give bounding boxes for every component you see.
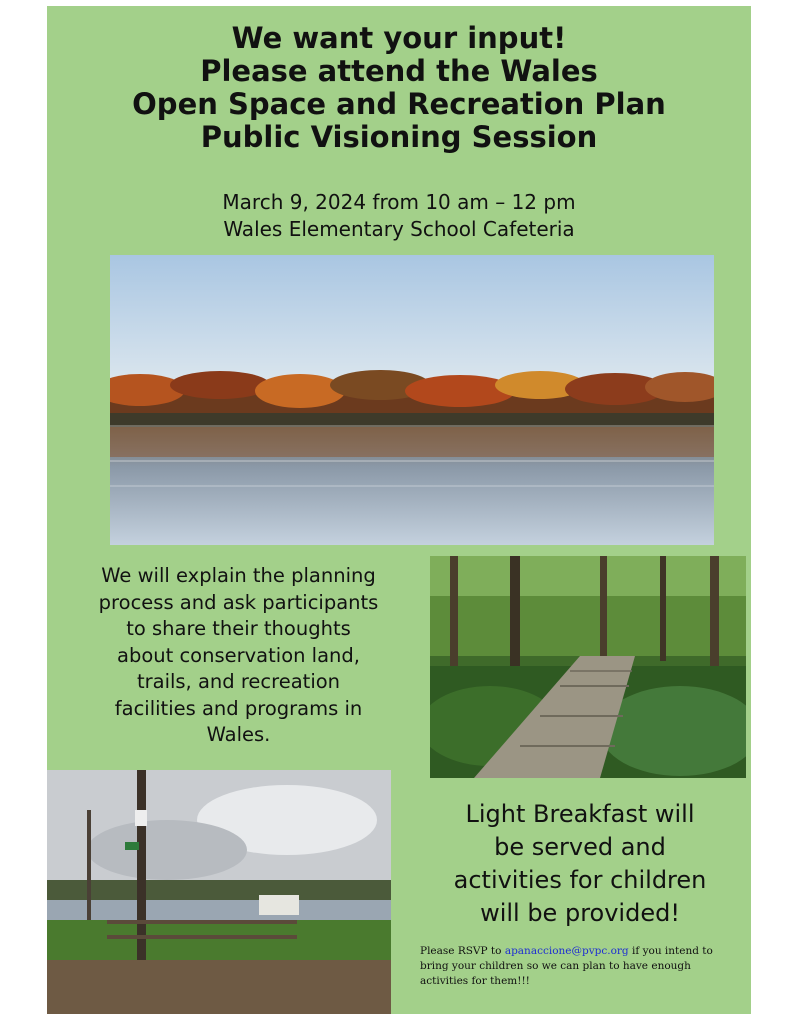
breakfast-notice — [404, 798, 756, 930]
title-line: Please attend the Wales — [200, 54, 598, 88]
breakfast-line: will be provided! — [480, 899, 680, 927]
rsvp-note — [420, 944, 738, 989]
description-line: about conservation land, — [117, 643, 360, 667]
rsvp-email-link[interactable]: apanaccione@pvpc.org — [504, 945, 629, 957]
description-line: to share their thoughts — [126, 617, 351, 640]
title-line: We want your input! — [231, 21, 567, 55]
event-datetime: March 9, 2024 from 10 am – 12 pm — [222, 190, 576, 214]
breakfast-line: be served and — [494, 833, 666, 861]
title-line: Public Visioning Session — [200, 120, 598, 154]
forest-boardwalk-photo — [430, 556, 746, 778]
description-line: facilities and programs in — [114, 696, 363, 720]
description-line: process and ask participants — [98, 590, 379, 614]
flyer-title — [47, 22, 751, 154]
event-details — [47, 189, 751, 243]
rsvp-prefix: Please RSVP to — [420, 945, 505, 957]
waterfront-park-photo — [47, 770, 391, 1014]
breakfast-line: activities for children — [453, 866, 707, 894]
breakfast-line: Light Breakfast will — [465, 800, 695, 828]
description-line: trails, and recreation — [136, 670, 341, 693]
event-location: Wales Elementary School Cafeteria — [223, 217, 575, 241]
session-description — [47, 563, 430, 749]
description-line: Wales. — [206, 723, 271, 746]
description-line: We will explain the planning — [101, 564, 376, 587]
title-line: Open Space and Recreation Plan — [132, 87, 666, 121]
lake-photo — [110, 255, 714, 545]
rsvp-suffix: if you intend to bring your children so we can plan to have enough activities for them!!! — [420, 945, 713, 987]
